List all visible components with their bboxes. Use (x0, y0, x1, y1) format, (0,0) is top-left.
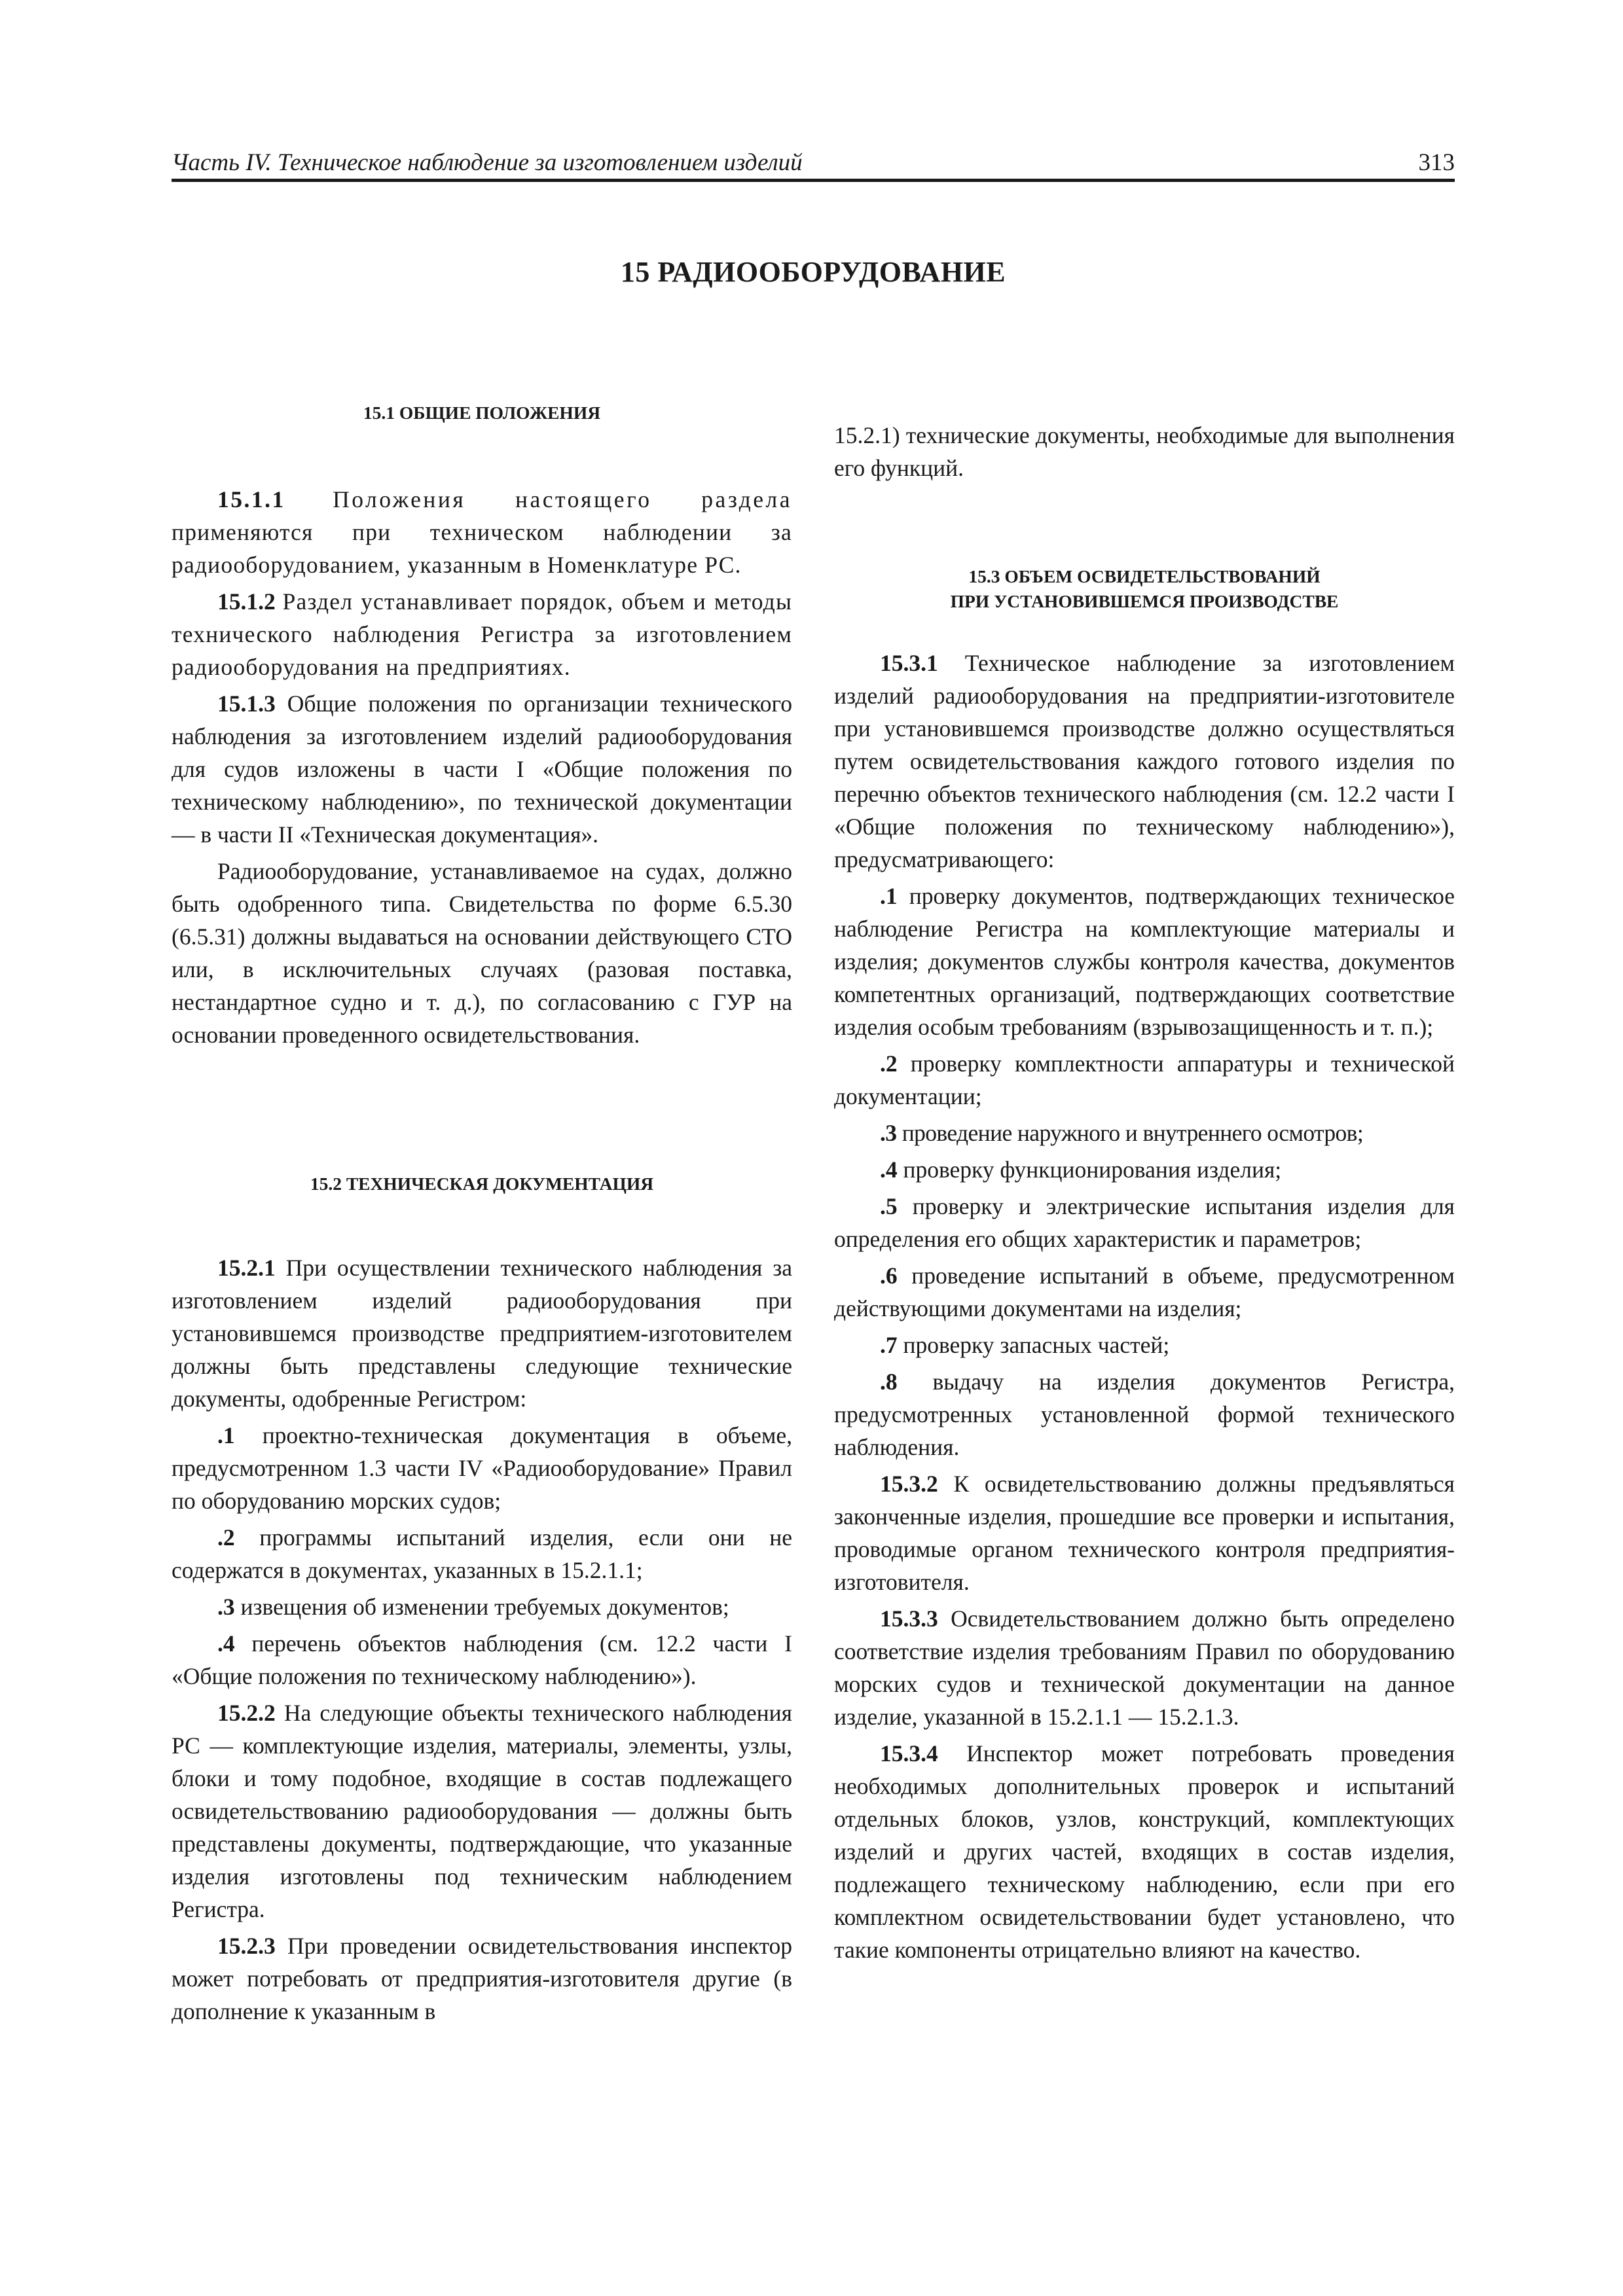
list-item-15-2-1-1 (172, 1419, 792, 1517)
section-15-1-title: 15.1 ОБЩИЕ ПОЛОЖЕНИЯ (363, 403, 601, 423)
clause-number: 15.1.2 (217, 588, 276, 615)
paragraph-15-3-3 (834, 1602, 1455, 1733)
item-text: проверку запасных частей; (903, 1332, 1170, 1358)
paragraph-15-3-1 (834, 647, 1455, 876)
paragraph-text: Освидетельствованием должно быть определено соответствие изделия требованиям Правил по оборудованию морских судов и технической документации на данное изделие, указанной в 15.2.1.1 — 15.2.1.3. (834, 1605, 1455, 1730)
header-rule (172, 179, 1455, 182)
item-text: проверку и электрические испытания изделия для определения его общих характеристик и параметров; (834, 1193, 1455, 1252)
item-number: .2 (880, 1050, 898, 1077)
list-item-15-3-1-7 (834, 1329, 1455, 1361)
list-item-15-3-1-2 (834, 1047, 1455, 1113)
page-number: 313 (1418, 149, 1455, 176)
section-15-3-title (834, 564, 1455, 614)
paragraph-text: Инспектор может потребовать проведения необходимых дополнительных проверок и испытаний отдельных блоков, узлов, конструкций, комплектующих изделий и других частей, входящих в состав изделия, подлежащего техническому наблюдению, если при его комплектном освидетельствовании будет установлено, что такие компоненты отрицательно влияют на качество. (834, 1740, 1455, 1963)
item-number: .3 (217, 1594, 235, 1620)
clause-number: 15.3.3 (880, 1605, 938, 1632)
paragraph-15-3-2 (834, 1467, 1455, 1598)
item-number: .2 (217, 1524, 235, 1551)
list-item-15-3-1-4 (834, 1153, 1455, 1186)
section-title-line: ПРИ УСТАНОВИВШЕМСЯ ПРОИЗВОДСТВЕ (950, 591, 1339, 611)
paragraph-15-1-2 (172, 585, 792, 683)
item-text: проверку комплектности аппаратуры и технической документации; (834, 1050, 1455, 1109)
item-text: выдачу на изделия документов Регистра, предусмотренных установленной формой технического наблюдения. (834, 1369, 1455, 1460)
item-text: программы испытаний изделия, если они не содержатся в документах, указанных в 15.2.1.1; (172, 1524, 792, 1583)
list-item-15-2-1-4 (172, 1627, 792, 1693)
section-15-3-body (834, 647, 1455, 1970)
item-number: .7 (880, 1332, 898, 1358)
item-number: .6 (880, 1263, 898, 1289)
paragraph-text: Раздел устанавливает порядок, объем и методы технического наблюдения Регистра за изготовлением радиооборудования на предприятиях. (172, 588, 793, 680)
clause-number: 15.2.3 (217, 1933, 276, 1959)
paragraph-15-1-3 (172, 687, 792, 851)
item-text: проведение испытаний в объеме, предусмотренном действующими документами на изделия; (834, 1263, 1455, 1321)
paragraph-15-2-3-continued (834, 419, 1455, 488)
paragraph-text: применяются при техническом наблюдении за радиооборудованием, указанным в Номенклатуре РС. (172, 519, 792, 578)
item-number: .4 (880, 1157, 898, 1183)
list-item-15-3-1-6 (834, 1259, 1455, 1325)
chapter-title: 15 РАДИООБОРУДОВАНИЕ (620, 256, 1006, 288)
item-text: проверку документов, подтверждающих техническое наблюдение Регистра на комплектующие материалы и изделия; документов службы контроля качества, документов компетентных организаций, подтверждающих соответствие изделия особым требованиям (взрывозащищенность и т. п.); (834, 883, 1455, 1040)
paragraph-text: Радиооборудование, устанавливаемое на судах, должно быть одобренного типа. Свидетельства по форме 6.5.30 (6.5.31) должны выдаваться на основании действующего СТО или, в исключительных случаях (разовая поставка, нестандартное судно и т. д.), по согласованию с ГУР на основании проведенного освидетельствования. (172, 858, 792, 1048)
paragraph-text: К освидетельствованию должны предъявляться законченные изделия, прошедшие все проверки и испытания, проводимые органом технического контроля предприятия-изготовителя. (834, 1471, 1455, 1595)
list-item-15-3-1-8 (834, 1365, 1455, 1463)
clause-number: 15.2.2 (217, 1700, 276, 1726)
paragraph-text: На следующие объекты технического наблюдения РС — комплектующие изделия, материалы, элементы, узлы, блоки и тому подобное, входящие в состав подлежащего освидетельствованию радиооборудования — должны быть представлены документы, подтверждающие, что указанные изделия изготовлены под техническим наблюдением Регистра. (172, 1700, 792, 1922)
list-item-15-2-1-3 (172, 1590, 792, 1623)
list-item-15-3-1-3 (834, 1117, 1455, 1149)
clause-number: 15.1.3 (217, 691, 276, 717)
paragraph-text: Положения настоящего раздела (333, 486, 792, 512)
paragraph-text: Техническое наблюдение за изготовлением изделий радиооборудования на предприятии-изготовителе при установившемся производстве должно осуществляться путем освидетельствования каждого готового изделия по перечню объектов технического наблюдения (см. 12.2 части I «Общие положения по техническому наблюдению»), предусматривающего: (834, 650, 1455, 872)
item-number: .3 (880, 1120, 897, 1146)
clause-number: 15.3.4 (880, 1740, 938, 1767)
item-number: .1 (217, 1422, 235, 1448)
item-text: извещения об изменении требуемых документов; (240, 1594, 729, 1620)
running-header (172, 143, 1455, 182)
paragraph-15-2-2 (172, 1696, 792, 1926)
section-15-2-title: 15.2 ТЕХНИЧЕСКАЯ ДОКУМЕНТАЦИЯ (310, 1174, 654, 1194)
item-text: проектно-техническая документация в объеме, предусмотренном 1.3 части IV «Радиооборудование» Правил по оборудованию морских судов; (172, 1422, 792, 1514)
paragraph-text: При осуществлении технического наблюдения за изготовлением изделий радиооборудования при установившемся производстве предприятием-изготовителем должны быть представлены следующие технические документы, одобренные Регистром: (172, 1255, 793, 1412)
paragraph-text: 15.2.1) технические документы, необходимые для выполнения его функций. (834, 422, 1455, 481)
section-15-1-body (172, 483, 792, 1055)
list-item-15-2-1-2 (172, 1521, 792, 1587)
clause-number: 15.2.1 (217, 1255, 276, 1281)
clause-number: 15.1.1 (217, 486, 285, 512)
item-number: .1 (880, 883, 898, 909)
running-title: Часть IV. Техническое наблюдение за изготовлением изделий (172, 149, 803, 176)
item-text: перечень объектов наблюдения (см. 12.2 части I «Общие положения по техническому наблюдению»). (172, 1630, 792, 1689)
paragraph-15-2-3 (172, 1929, 792, 2028)
list-item-15-3-1-1 (834, 880, 1455, 1043)
paragraph-15-1-4 (172, 855, 792, 1051)
item-text: проверку функционирования изделия; (903, 1157, 1282, 1183)
section-15-2-body (172, 1251, 792, 2032)
item-number: .5 (880, 1193, 898, 1219)
paragraph-15-1-1 (172, 483, 792, 581)
item-number: .8 (880, 1369, 898, 1395)
list-item-15-3-1-5 (834, 1190, 1455, 1255)
paragraph-text: При проведении освидетельствования инспектор может потребовать от предприятия-изготовителя другие (в дополнение к указанным в (172, 1933, 792, 2024)
clause-number: 15.3.1 (880, 650, 938, 676)
section-title-line: 15.3 ОБЪЕМ ОСВИДЕТЕЛЬСТВОВАНИЙ (968, 566, 1321, 586)
paragraph-text: Общие положения по организации технического наблюдения за изготовлением изделий радиооборудования для судов изложены в части I «Общие положения по техническому наблюдению», по технической документации — в части II «Техническая документация». (172, 691, 792, 848)
item-number: .4 (217, 1630, 235, 1657)
item-text: проведение наружного и внутреннего осмотров; (902, 1120, 1364, 1146)
paragraph-15-2-1 (172, 1251, 792, 1415)
clause-number: 15.3.2 (880, 1471, 938, 1497)
paragraph-15-3-4 (834, 1737, 1455, 1966)
